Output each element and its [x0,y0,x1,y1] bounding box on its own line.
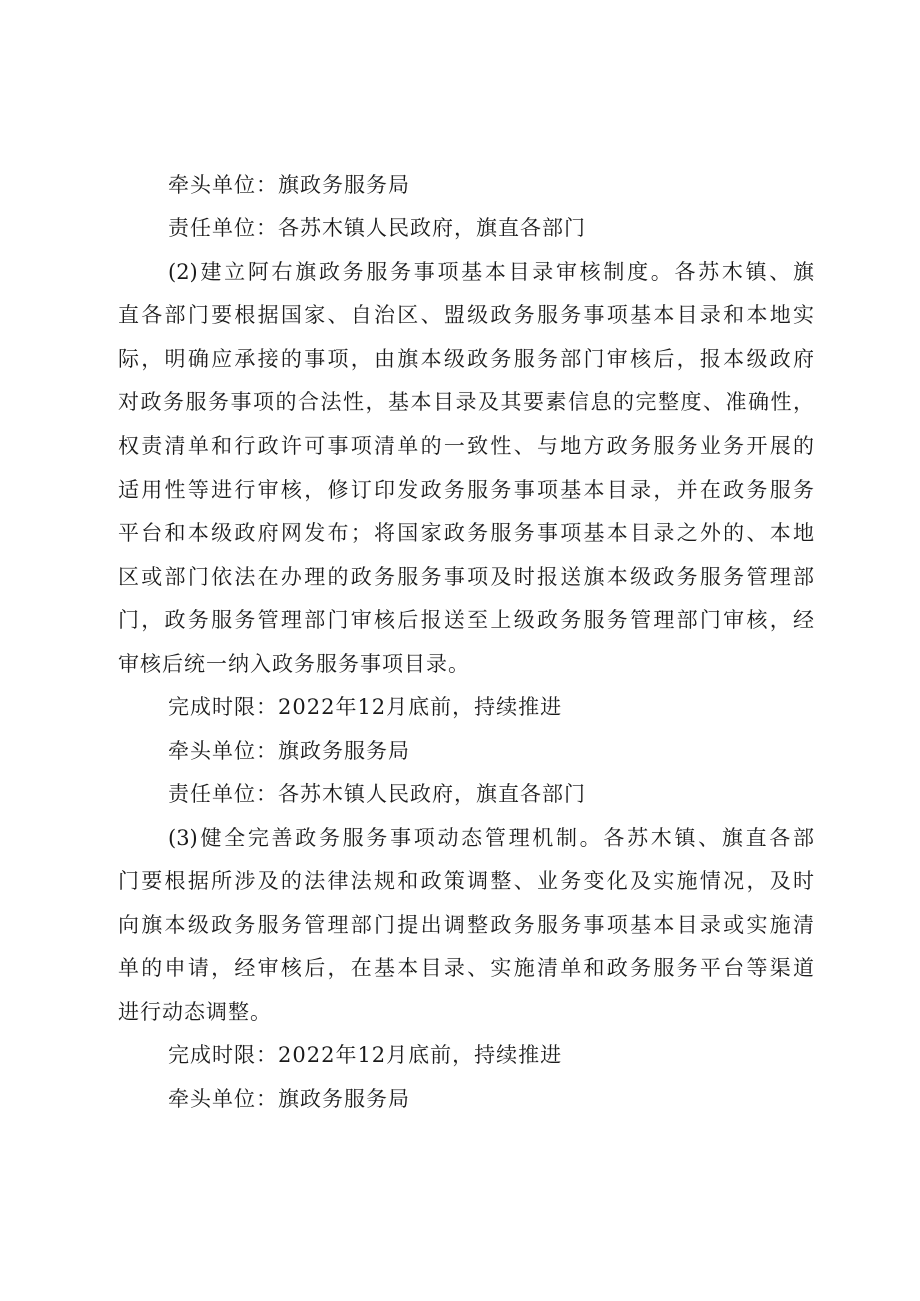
paragraph-3-line-2: 门要根据所涉及的法律法规和政策调整、业务变化及实施情况，及时 [118,869,814,893]
paragraph-2-line-4: 对政务服务事项的合法性，基本目录及其要素信息的完整度、准确性， [118,390,814,414]
paragraph-3-line-5: 进行动态调整。 [118,1000,272,1024]
paragraph-2-line-8: 区或部门依法在办理的政务服务事项及时报送旗本级政务服务管理部 [118,565,814,589]
paragraph-2-line-1: (2)建立阿右旗政务服务事项基本目录审核制度。各苏木镇、旗 [168,260,814,284]
lead-unit-line: 牵头单位：旗政务服务局 [168,1087,410,1111]
responsible-unit-line: 责任单位：各苏木镇人民政府，旗直各部门 [168,782,586,806]
paragraph-2-line-6: 适用性等进行审核，修订印发政务服务事项基本目录，并在政务服务 [118,478,814,502]
paragraph-2-line-9: 门，政务服务管理部门审核后报送至上级政务服务管理部门审核，经 [118,608,814,632]
lead-unit-line: 牵头单位：旗政务服务局 [168,739,410,763]
deadline-line: 完成时限：2022年12月底前，持续推进 [168,695,563,719]
paragraph-2-line-7: 平台和本级政府网发布；将国家政务服务事项基本目录之外的、本地 [118,521,814,545]
paragraph-3-line-4: 单的申请，经审核后，在基本目录、实施清单和政务服务平台等渠道 [118,956,814,980]
paragraph-3-line-1: (3)健全完善政务服务事项动态管理机制。各苏木镇、旗直各部 [168,826,814,850]
paragraph-2-line-5: 权责清单和行政许可事项清单的一致性、与地方政务服务业务开展的 [118,434,814,458]
responsible-unit-line: 责任单位：各苏木镇人民政府，旗直各部门 [168,216,586,240]
paragraph-3-line-3: 向旗本级政务服务管理部门提出调整政务服务事项基本目录或实施清 [118,913,814,937]
paragraph-2-line-2: 直各部门要根据国家、自治区、盟级政务服务事项基本目录和本地实 [118,303,814,327]
deadline-line: 完成时限：2022年12月底前，持续推进 [168,1043,563,1067]
lead-unit-line: 牵头单位：旗政务服务局 [168,173,410,197]
paragraph-2-line-10: 审核后统一纳入政务服务事项目录。 [118,652,470,676]
paragraph-2-line-3: 际，明确应承接的事项，由旗本级政务服务部门审核后，报本级政府 [118,347,814,371]
